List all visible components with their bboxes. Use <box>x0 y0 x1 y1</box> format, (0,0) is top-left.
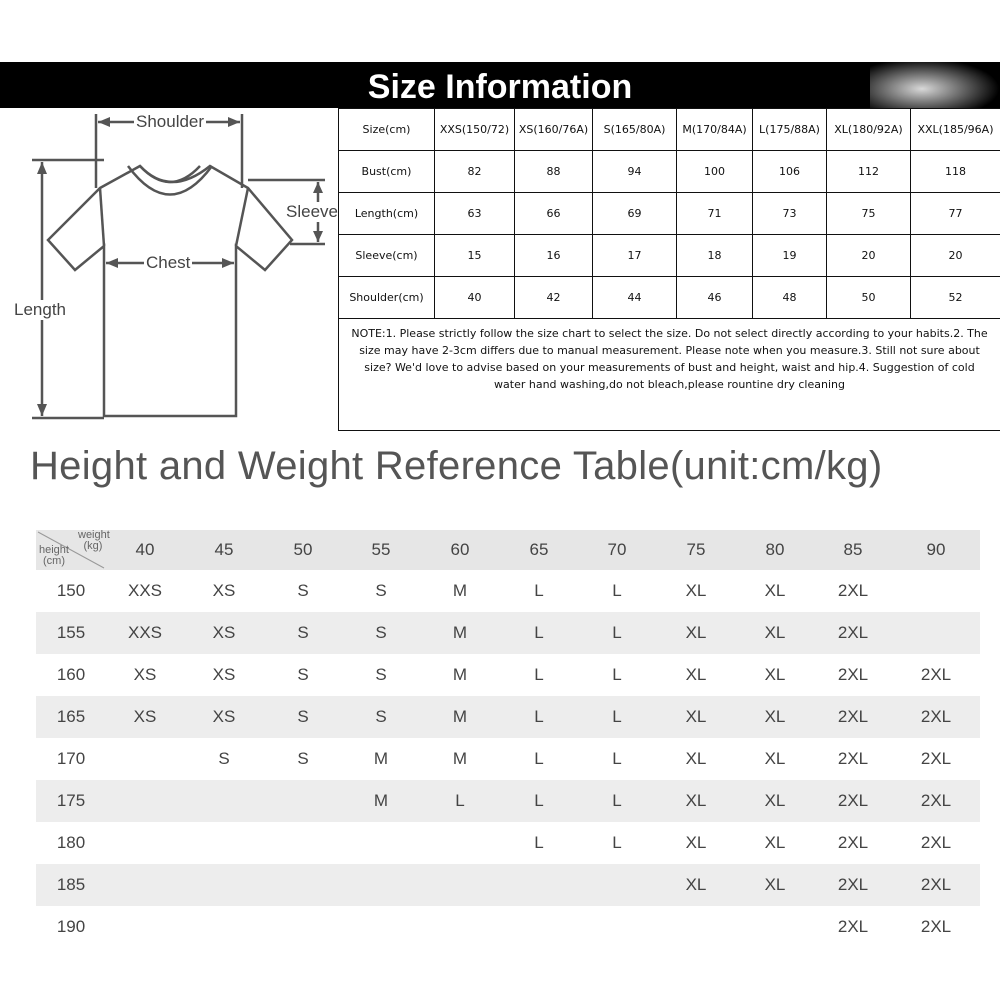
size-recommendation-cell: 2XL <box>814 864 892 906</box>
size-recommendation-cell: S <box>264 612 342 654</box>
size-recommendation-cell: S <box>375 665 387 684</box>
reference-row <box>36 906 980 948</box>
size-recommendation-cell: XS <box>184 612 264 654</box>
size-recommendation-cell <box>342 864 420 906</box>
size-recommendation-cell: XL <box>685 833 707 852</box>
reference-corner-cell <box>36 529 110 570</box>
size-recommendation-cell: L <box>612 581 622 600</box>
size-recommendation-cell <box>106 738 184 780</box>
size-recommendation-cell: 2XL <box>892 864 980 906</box>
size-table-row <box>339 151 1000 193</box>
size-recommendation-cell <box>420 906 500 948</box>
size-table-header-row <box>339 109 1000 151</box>
size-recommendation-cell <box>106 864 184 906</box>
weight-header: 75 <box>656 530 736 570</box>
size-recommendation-cell: XL <box>736 864 814 906</box>
size-recommendation-cell: XL <box>656 612 736 654</box>
size-cell: 77 <box>911 193 1000 235</box>
size-cell: 20 <box>911 235 1000 277</box>
size-recommendation-cell: XXS <box>127 581 163 600</box>
size-header-cell: XS(160/76A) <box>515 109 593 151</box>
size-recommendation-cell: XL <box>764 749 786 768</box>
size-recommendation-cell: L <box>500 780 578 822</box>
size-recommendation-cell <box>264 822 342 864</box>
length-label: Length <box>14 300 66 319</box>
size-recommendation-cell: L <box>420 780 500 822</box>
size-header-cell: L(175/88A) <box>753 109 827 151</box>
page-title: Size Information <box>367 68 633 106</box>
size-recommendation-cell <box>184 864 264 906</box>
weight-header: 65 <box>500 530 578 570</box>
size-recommendation-cell: XL <box>736 612 814 654</box>
shoulder-label: Shoulder <box>136 112 205 131</box>
size-cell: 44 <box>593 277 677 319</box>
size-recommendation-cell <box>892 570 980 612</box>
size-recommendation-cell: M <box>420 696 500 738</box>
height-cell: 180 <box>56 833 86 852</box>
reference-row <box>36 570 980 612</box>
reference-title: Height and Weight Reference Table(unit:cm/kg) <box>30 444 883 488</box>
height-cell: 165 <box>36 696 106 738</box>
size-recommendation-cell: XL <box>764 833 786 852</box>
size-note: NOTE:1. Please strictly follow the size chart to select the size. Do not select directly according to your habits.2. The size may have 2-3cm differs due to manual measurement. Please note when you measure.3. Still not sure about size? We'd love to advise based on your measurements of bust and height, waist and hip.4. Suggestion of cold water hand washing,do not bleach,please rountine dry cleaning <box>339 319 1000 431</box>
size-recommendation-cell: 2XL <box>814 780 892 822</box>
size-recommendation-cell: 2XL <box>920 833 952 852</box>
weight-header: 40 <box>106 530 184 570</box>
size-recommendation-cell: XS <box>184 696 264 738</box>
size-recommendation-cell: L <box>534 833 544 852</box>
size-recommendation-cell: M <box>452 665 468 684</box>
size-recommendation-cell: 2XL <box>892 780 980 822</box>
height-cell: 170 <box>56 749 86 768</box>
size-recommendation-cell: M <box>452 749 468 768</box>
size-row-label: Sleeve(cm) <box>339 235 435 277</box>
size-recommendation-cell: M <box>373 749 389 768</box>
reference-table <box>36 530 980 948</box>
chest-label: Chest <box>146 253 191 272</box>
size-recommendation-cell: S <box>297 581 309 600</box>
size-recommendation-cell: 2XL <box>814 696 892 738</box>
reference-row <box>36 696 980 738</box>
weight-header: 85 <box>814 530 892 570</box>
height-cell: 190 <box>56 917 86 936</box>
size-cell: 106 <box>753 151 827 193</box>
size-recommendation-cell: XL <box>764 665 786 684</box>
size-header-cell: XXS(150/72) <box>435 109 515 151</box>
size-recommendation-cell: L <box>500 696 578 738</box>
size-recommendation-cell: L <box>612 665 622 684</box>
size-recommendation-cell <box>420 822 500 864</box>
size-cell: 48 <box>753 277 827 319</box>
size-recommendation-cell: 2XL <box>920 749 952 768</box>
size-recommendation-cell: XL <box>685 581 707 600</box>
size-recommendation-cell: L <box>578 696 656 738</box>
size-header-cell: XL(180/92A) <box>827 109 911 151</box>
size-recommendation-cell: L <box>500 612 578 654</box>
reference-row <box>36 738 980 780</box>
size-recommendation-cell: XL <box>764 581 786 600</box>
size-cell: 46 <box>677 277 753 319</box>
size-recommendation-cell <box>106 780 184 822</box>
weight-header: 80 <box>736 530 814 570</box>
size-recommendation-cell: XL <box>685 749 707 768</box>
size-table-row <box>339 277 1000 319</box>
size-recommendation-cell: S <box>342 696 420 738</box>
size-recommendation-cell: L <box>612 749 622 768</box>
size-recommendation-cell <box>500 864 578 906</box>
size-recommendation-cell <box>578 864 656 906</box>
size-recommendation-cell: S <box>375 581 387 600</box>
reference-row <box>36 780 980 822</box>
size-recommendation-cell: XL <box>736 780 814 822</box>
size-cell: 63 <box>435 193 515 235</box>
size-recommendation-cell <box>264 864 342 906</box>
size-row-label: Shoulder(cm) <box>339 277 435 319</box>
size-cell: 69 <box>593 193 677 235</box>
weight-header: 45 <box>184 530 264 570</box>
size-recommendation-cell <box>264 906 342 948</box>
size-recommendation-cell: L <box>578 780 656 822</box>
size-header-cell: M(170/84A) <box>677 109 753 151</box>
size-recommendation-cell: 2XL <box>837 749 869 768</box>
size-recommendation-cell <box>342 906 420 948</box>
size-cell: 112 <box>827 151 911 193</box>
size-cell: 16 <box>515 235 593 277</box>
size-recommendation-cell: XS <box>133 665 157 684</box>
size-cell: 75 <box>827 193 911 235</box>
size-recommendation-cell: XL <box>656 696 736 738</box>
size-recommendation-cell <box>342 822 420 864</box>
size-recommendation-cell: 2XL <box>920 917 952 936</box>
size-recommendation-cell: L <box>612 833 622 852</box>
weight-axis-label: weight (kg) <box>78 529 110 552</box>
size-recommendation-cell: XS <box>212 581 236 600</box>
size-header-cell: S(165/80A) <box>593 109 677 151</box>
size-recommendation-cell: XS <box>106 696 184 738</box>
size-recommendation-cell <box>184 906 264 948</box>
size-table-row <box>339 235 1000 277</box>
size-recommendation-cell <box>420 864 500 906</box>
size-recommendation-cell: L <box>534 749 544 768</box>
weight-header: 55 <box>342 530 420 570</box>
height-cell: 155 <box>36 612 106 654</box>
reference-row <box>36 822 980 864</box>
size-recommendation-cell <box>892 612 980 654</box>
size-cell: 18 <box>677 235 753 277</box>
size-recommendation-cell: 2XL <box>837 665 869 684</box>
size-recommendation-cell: S <box>297 665 309 684</box>
height-cell: 150 <box>56 581 86 600</box>
size-recommendation-cell <box>736 906 814 948</box>
size-cell: 17 <box>593 235 677 277</box>
size-recommendation-cell: 2XL <box>837 833 869 852</box>
size-cell: 66 <box>515 193 593 235</box>
size-cell: 52 <box>911 277 1000 319</box>
size-header-cell: XXL(185/96A) <box>911 109 1000 151</box>
size-note-row <box>339 319 1000 431</box>
size-recommendation-cell: XS <box>212 665 236 684</box>
weight-header: 90 <box>892 530 980 570</box>
size-recommendation-cell: S <box>264 696 342 738</box>
size-recommendation-cell <box>184 822 264 864</box>
size-recommendation-cell: 2XL <box>892 696 980 738</box>
size-recommendation-cell: 2XL <box>814 612 892 654</box>
tshirt-diagram <box>0 108 340 428</box>
size-recommendation-cell <box>264 780 342 822</box>
sleeve-label: Sleeve <box>286 202 338 221</box>
size-recommendation-cell: M <box>420 612 500 654</box>
size-recommendation-cell: XL <box>736 696 814 738</box>
height-axis-label: height (cm) <box>39 544 69 567</box>
size-recommendation-cell: 2XL <box>837 917 869 936</box>
size-cell: 100 <box>677 151 753 193</box>
size-recommendation-cell: XL <box>656 780 736 822</box>
size-cell: 73 <box>753 193 827 235</box>
size-cell: 40 <box>435 277 515 319</box>
title-smudge <box>870 58 1000 114</box>
height-cell: 175 <box>36 780 106 822</box>
size-cell: 118 <box>911 151 1000 193</box>
size-recommendation-cell: 2XL <box>920 665 952 684</box>
weight-header: 50 <box>264 530 342 570</box>
size-recommendation-cell <box>500 906 578 948</box>
size-recommendation-cell: L <box>578 612 656 654</box>
reference-row <box>36 654 980 696</box>
size-cell: 19 <box>753 235 827 277</box>
size-cell: 71 <box>677 193 753 235</box>
size-recommendation-cell: S <box>297 749 309 768</box>
size-recommendation-cell: 2XL <box>837 581 869 600</box>
size-recommendation-cell: M <box>452 581 468 600</box>
height-cell: 185 <box>36 864 106 906</box>
size-recommendation-cell: XL <box>685 665 707 684</box>
weight-header: 70 <box>578 530 656 570</box>
size-table-row <box>339 193 1000 235</box>
reference-header-row <box>36 530 980 570</box>
size-recommendation-cell <box>106 906 184 948</box>
size-cell: 15 <box>435 235 515 277</box>
size-cell: 88 <box>515 151 593 193</box>
size-recommendation-cell: M <box>342 780 420 822</box>
size-recommendation-cell <box>184 780 264 822</box>
size-cell: 82 <box>435 151 515 193</box>
size-header-cell: Size(cm) <box>339 109 435 151</box>
size-recommendation-cell: S <box>218 749 230 768</box>
size-recommendation-cell: S <box>342 612 420 654</box>
size-recommendation-cell: XL <box>656 864 736 906</box>
size-recommendation-cell: L <box>534 665 544 684</box>
height-cell: 160 <box>56 665 86 684</box>
size-cell: 42 <box>515 277 593 319</box>
size-recommendation-cell <box>578 906 656 948</box>
size-cell: 20 <box>827 235 911 277</box>
size-row-label: Length(cm) <box>339 193 435 235</box>
size-recommendation-cell <box>656 906 736 948</box>
size-cell: 50 <box>827 277 911 319</box>
weight-header: 60 <box>420 530 500 570</box>
size-recommendation-cell <box>106 822 184 864</box>
size-recommendation-cell: XXS <box>106 612 184 654</box>
reference-row <box>36 612 980 654</box>
size-table <box>338 108 1000 431</box>
size-row-label: Bust(cm) <box>339 151 435 193</box>
size-cell: 94 <box>593 151 677 193</box>
size-recommendation-cell: L <box>534 581 544 600</box>
reference-row <box>36 864 980 906</box>
